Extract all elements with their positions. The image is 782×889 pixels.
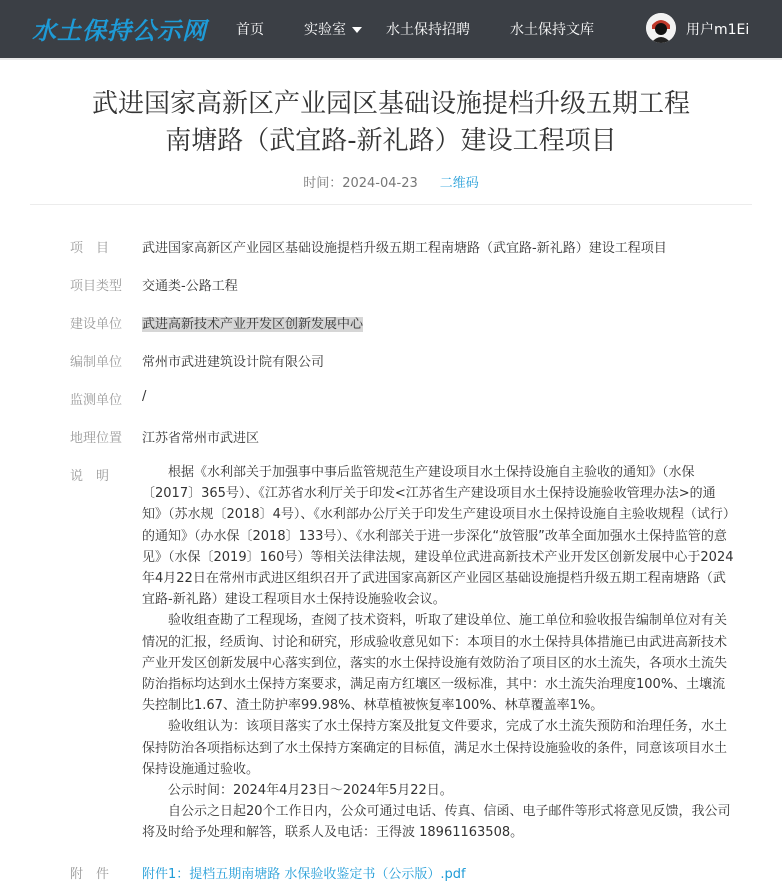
monitor-value: / xyxy=(142,389,147,404)
site-logo[interactable]: 水土保持公示网 xyxy=(32,17,207,45)
attachment-link[interactable]: 附件1：提档五期南塘路 水保验收鉴定书（公示版）.pdf xyxy=(142,867,466,882)
chevron-down-icon xyxy=(352,27,362,33)
description-paragraph: 验收组认为：该项目落实了水土保持方案及批复文件要求，完成了水土流失预防和治理任务，水土保持防治各项指标达到了水土保持方案确定的目标值，满足水土保持设施验收的条件，同意该项目水土保持设施通过验收。 xyxy=(142,719,728,777)
nav-recruitment[interactable]: 水土保持招聘 xyxy=(386,22,470,38)
nav-lab-label: 实验室 xyxy=(304,22,346,38)
description-body xyxy=(142,462,734,844)
nav-lab[interactable] xyxy=(304,19,362,39)
builder-value-text: 武进高新技术产业开发区创新发展中心 xyxy=(142,317,364,332)
avatar[interactable] xyxy=(646,13,676,43)
content-divider xyxy=(30,204,752,205)
project-value: 武进国家高新区产业园区基础设施提档升级五期工程南塘路（武宜路-新礼路）建设工程项目 xyxy=(142,241,667,256)
type-value: 交通类-公路工程 xyxy=(142,279,238,294)
location-label: 地理位置 xyxy=(70,431,123,446)
page-title xyxy=(30,86,752,160)
title-line-1: 武进国家高新区产业园区基础设施提档升级五期工程 xyxy=(91,89,690,119)
header-divider xyxy=(0,58,782,60)
user-avatar-icon xyxy=(646,13,676,43)
editor-value: 常州市武进建筑设计院有限公司 xyxy=(142,355,325,370)
publish-time: 时间：2024-04-23 xyxy=(303,176,418,191)
attachment-label: 附 件 xyxy=(70,867,110,882)
qrcode-link[interactable]: 二维码 xyxy=(439,176,479,191)
description-label: 说 明 xyxy=(70,469,110,484)
location-value: 江苏省常州市武进区 xyxy=(142,431,260,446)
nav-library[interactable]: 水土保持文库 xyxy=(510,22,594,38)
user-name[interactable]: 用户m1Ei xyxy=(686,22,750,38)
builder-label: 建设单位 xyxy=(70,317,123,332)
description-paragraph: 验收组查勘了工程现场，查阅了技术资料，听取了建设单位、施工单位和验收报告编制单位对有关情况的汇报，经质询、讨论和研究，形成验收意见如下：本项目的水土保持具体措施已由武进高新技术产业开发区创新发展中心落实到位，落实的水土保持设施有效防治了项目区的水土流失，各项水土流失防治指标均达到水土保持方案要求，满足南方红壤区一级标准，其中：水土流失治理度100%、土壤流失控制比1.67、渣土防护率99.98%、林草植被恢复率100%、林草覆盖率1%。 xyxy=(142,613,728,714)
description-paragraph: 根据《水利部关于加强事中事后监管规范生产建设项目水土保持设施自主验收的通知》（水保〔2017〕365号）、《江苏省水利厅关于印发<江苏省生产建设项目水土保持设施验收管理办法>的通知》（苏水规〔2018〕4号）、《水利部办公厅关于印发生产建设项目水土保持设施自主验收规程（试行）的通知》（办水保〔2018〕133号）、《水利部关于进一步深化“放管服”改革全面加强水土保持监管的意见》（水保〔2019〕160号）等相关法律法规，建设单位武进高新技术产业开发区创新发展中心于2024年4月22日在常州市武进区组织召开了武进国家高新区产业园区基础设施提档升级五期工程南塘路（武宜路-新礼路）建设工程项目水土保持设施验收会议。 xyxy=(142,465,734,608)
project-label: 项 目 xyxy=(70,241,110,256)
top-navbar xyxy=(0,0,782,58)
monitor-label: 监测单位 xyxy=(70,393,123,408)
description-paragraph: 公示时间：2024年4月23日～2024年5月22日。 xyxy=(168,783,453,799)
nav-home[interactable]: 首页 xyxy=(236,22,264,38)
article-meta xyxy=(0,172,782,191)
editor-label: 编制单位 xyxy=(70,355,123,370)
type-label: 项目类型 xyxy=(70,279,123,294)
title-line-2: 南塘路（武宜路-新礼路）建设工程项目 xyxy=(165,126,617,156)
description-paragraph: 自公示之日起20个工作日内，公众可通过电话、传真、信函、电子邮件等形式将意见反馈，我公司将及时给予处理和解答，联系人及电话：王得波 18961163508。 xyxy=(142,804,731,841)
builder-value xyxy=(142,313,662,332)
